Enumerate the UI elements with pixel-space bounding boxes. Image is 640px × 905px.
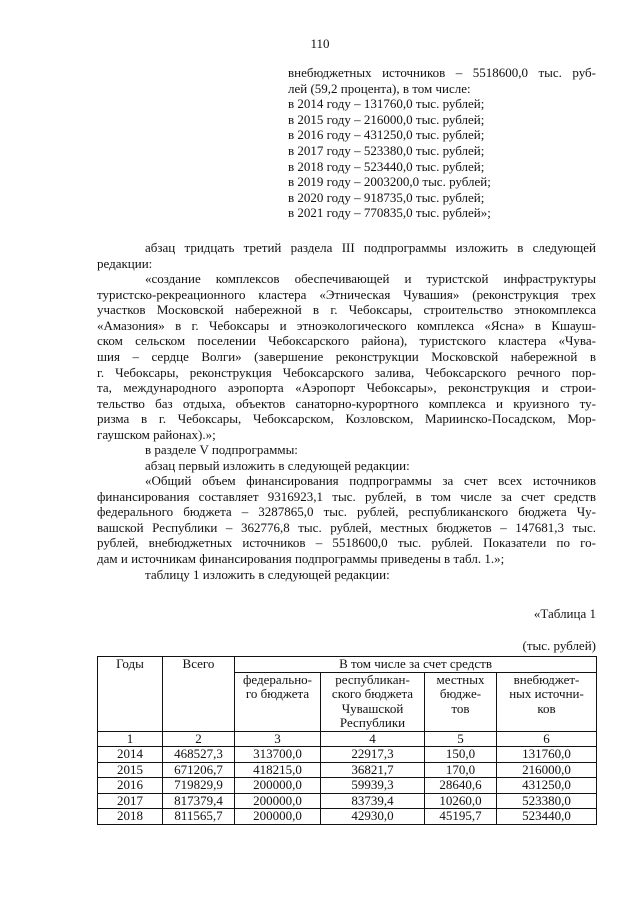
funding-list — [288, 65, 596, 221]
column-number: 4 — [321, 731, 425, 747]
cell-year: 2017 — [98, 793, 163, 809]
text-line: участков Московской набережной в г. Чебоксары, строительство этнокомплекса — [97, 302, 596, 318]
cell-total: 719829,9 — [163, 778, 235, 794]
text-line: вашской Республики – 362776,8 тыс. рублей, местных бюджетов – 147681,3 тыс. — [97, 519, 596, 535]
table-header-row — [98, 657, 597, 673]
header-extrabudgetary: внебюджет- ных источни- ков — [497, 672, 597, 731]
cell-extrabudgetary: 216000,0 — [497, 762, 597, 778]
funding-line: в 2021 году – 770835,0 тыс. рублей»; — [288, 205, 491, 221]
cell-total: 817379,4 — [163, 793, 235, 809]
text-line: абзац тридцать третий раздела III подпрограммы изложить в следующей — [145, 240, 596, 255]
cell-extrabudgetary: 523440,0 — [497, 809, 597, 825]
cell-republican: 59939,3 — [321, 778, 425, 794]
text-line: таблицу 1 изложить в следующей редакции: — [145, 567, 390, 582]
funding-line: в 2019 году – 2003200,0 тыс. рублей; — [288, 174, 491, 190]
funding-line: внебюджетных источников – 5518600,0 тыс. руб- — [288, 65, 596, 80]
text-line: ском сельском поселении Чебоксарского района), туристского кластера «Чува- — [97, 333, 596, 349]
cell-federal: 313700,0 — [235, 747, 321, 763]
text-line: федерального бюджета – 3287865,0 тыс. рублей, республиканского бюджета Чу- — [97, 504, 596, 520]
cell-total: 811565,7 — [163, 809, 235, 825]
text-line: редакции: — [97, 255, 153, 271]
cell-year: 2016 — [98, 778, 163, 794]
header-republican: республикан- ского бюджета Чувашской Республики — [321, 672, 425, 731]
column-number: 6 — [497, 731, 597, 747]
paragraph-total-funding — [97, 473, 596, 567]
text-line: туристско-рекреационного кластера «Этническая Чувашия» (реконструкция трех — [97, 286, 596, 302]
cell-federal: 200000,0 — [235, 793, 321, 809]
table-row — [98, 778, 597, 794]
table-caption: «Таблица 1 — [533, 606, 596, 621]
text-line: финансирования составляет 9316923,1 тыс. рублей, в том числе за счет средств — [97, 488, 596, 504]
table-row — [98, 747, 597, 763]
text-line: гаушском районах).»; — [97, 426, 216, 442]
funding-line: в 2015 году – 216000,0 тыс. рублей; — [288, 111, 485, 127]
text-line: дам и источникам финансирования подпрограммы приведены в табл. 1.»; — [97, 550, 505, 566]
text-line: «создание комплексов обеспечивающей и туристской инфраструктуры — [145, 271, 596, 286]
cell-extrabudgetary: 431250,0 — [497, 778, 597, 794]
cell-extrabudgetary: 523380,0 — [497, 793, 597, 809]
paragraph-amendment-33 — [97, 240, 596, 271]
table-units: (тыс. рублей) — [522, 638, 596, 653]
cell-year: 2015 — [98, 762, 163, 778]
header-sources-group: В том числе за счет средств — [235, 657, 597, 673]
cell-republican: 36821,7 — [321, 762, 425, 778]
page-number: 110 — [310, 36, 330, 51]
table-row — [98, 809, 597, 825]
cell-total: 671206,7 — [163, 762, 235, 778]
text-line: рублей, внебюджетных источников – 5518600,0 тыс. рублей. Показатели по го- — [97, 535, 596, 551]
cell-federal: 200000,0 — [235, 809, 321, 825]
header-local: местных бюдже- тов — [425, 672, 497, 731]
funding-line: в 2017 году – 523380,0 тыс. рублей; — [288, 142, 485, 158]
funding-line: в 2016 году – 431250,0 тыс. рублей; — [288, 127, 485, 143]
cell-federal: 418215,0 — [235, 762, 321, 778]
text-line: тельство баз отдыха, объектов санаторно-курортного комплекса и круизного ту- — [97, 395, 596, 411]
text-line: та, международного аэропорта «Аэропорт Чебоксары», реконструкция и строи- — [97, 380, 596, 396]
table-row — [98, 762, 597, 778]
cell-local: 150,0 — [425, 747, 497, 763]
funding-line: в 2014 году – 131760,0 тыс. рублей; — [288, 96, 485, 112]
header-total: Всего — [163, 657, 235, 732]
cell-republican: 42930,0 — [321, 809, 425, 825]
column-number: 3 — [235, 731, 321, 747]
column-number: 1 — [98, 731, 163, 747]
header-years: Годы — [98, 657, 163, 732]
cell-republican: 83739,4 — [321, 793, 425, 809]
cell-year: 2014 — [98, 747, 163, 763]
text-line: г. Чебоксары, реконструкция Чебоксарского залива, Чебоксарского речного пор- — [97, 364, 596, 380]
text-line: шия – сердце Волги» (завершение реконструкции Московской набережной в — [97, 348, 596, 364]
table-row — [98, 793, 597, 809]
column-number: 2 — [163, 731, 235, 747]
table-column-numbers-row — [98, 731, 597, 747]
paragraph-clusters — [97, 271, 596, 443]
cell-year: 2018 — [98, 809, 163, 825]
funding-table — [97, 656, 597, 825]
cell-extrabudgetary: 131760,0 — [497, 747, 597, 763]
column-number: 5 — [425, 731, 497, 747]
text-line: абзац первый изложить в следующей редакции: — [145, 457, 410, 473]
funding-line: в 2020 году – 918735,0 тыс. рублей; — [288, 189, 485, 205]
cell-total: 468527,3 — [163, 747, 235, 763]
text-line: в разделе V подпрограммы: — [145, 442, 298, 457]
cell-local: 28640,6 — [425, 778, 497, 794]
text-line: ризма в г. Чебоксары, Чебоксарском, Козловском, Мариинско-Посадском, Мор- — [97, 411, 596, 427]
text-line: «Амазония» в г. Чебоксары и этноэкологического комплекса «Ясна» в Кшауш- — [97, 317, 596, 333]
cell-local: 10260,0 — [425, 793, 497, 809]
cell-local: 45195,7 — [425, 809, 497, 825]
table-intro — [145, 567, 596, 583]
cell-federal: 200000,0 — [235, 778, 321, 794]
header-federal: федерально- го бюджета — [235, 672, 321, 731]
text-line: «Общий объем финансирования подпрограммы за счет всех источников — [145, 473, 596, 488]
cell-republican: 22917,3 — [321, 747, 425, 763]
funding-line: лей (59,2 процента), в том числе: — [288, 80, 471, 96]
section-v-intro — [145, 442, 596, 473]
funding-line: в 2018 году – 523440,0 тыс. рублей; — [288, 158, 485, 174]
cell-local: 170,0 — [425, 762, 497, 778]
